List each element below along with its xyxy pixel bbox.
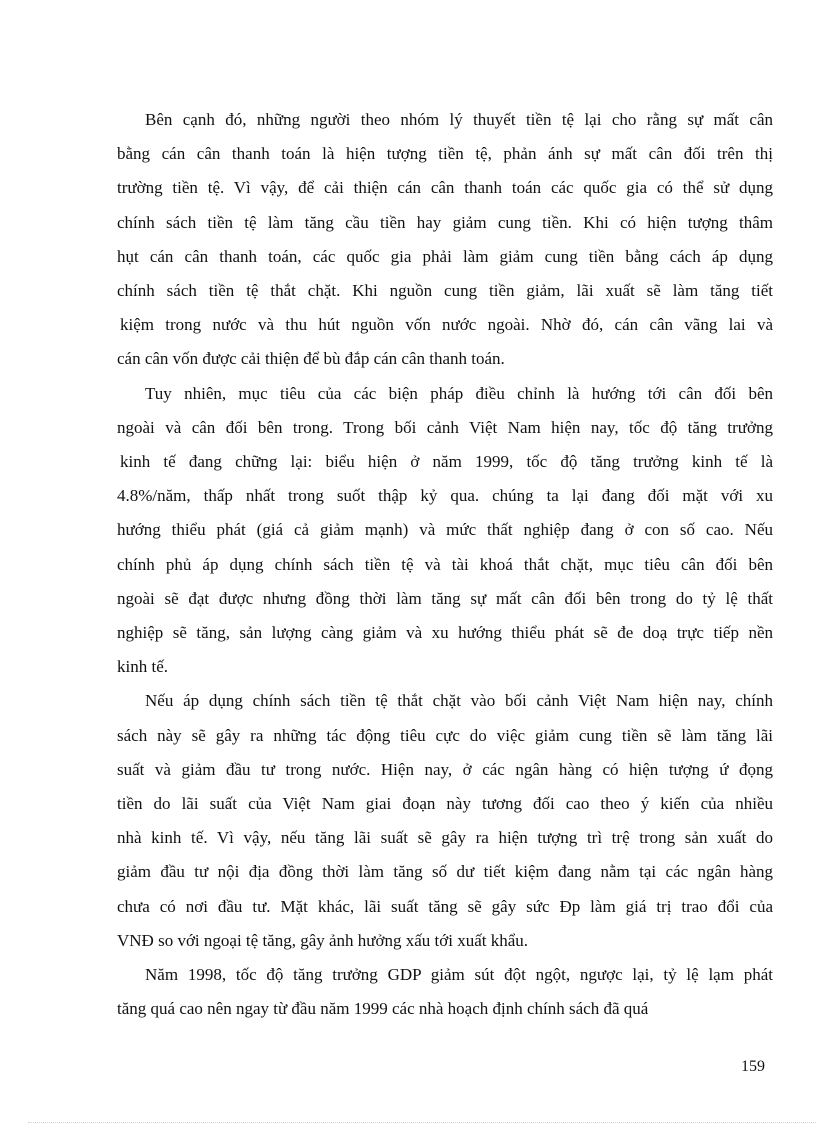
text-line: giảm đầu tư nội địa đồng thời làm tăng số dư tiết kiệm đang nằm tại các ngân hàng <box>117 862 773 882</box>
text-line: chính sách tiền tệ làm tăng cầu tiền hay giảm cung tiền. Khi có hiện tượng thâm <box>117 212 773 232</box>
text-line: nghiệp sẽ tăng, sản lượng càng giảm và xu hướng thiểu phát sẽ đe doạ trực tiếp nền <box>117 623 773 643</box>
text-line: Tuy nhiên, mục tiêu của các biện pháp điều chỉnh là hướng tới cân đối bên <box>145 383 773 403</box>
text-line: chính phủ áp dụng chính sách tiền tệ và tài khoá thắt chặt, mục tiêu cân đối bên <box>117 554 773 574</box>
text-line: hụt cán cân thanh toán, các quốc gia phải làm giảm cung tiền bằng cách áp dụng <box>117 246 773 266</box>
paragraph-3 <box>117 684 773 958</box>
text-line: Nếu áp dụng chính sách tiền tệ thắt chặt vào bối cảnh Việt Nam hiện nay, chính <box>145 691 773 711</box>
text-line: ngoài và cân đối bên trong. Trong bối cảnh Việt Nam hiện nay, tốc độ tăng trưởng <box>117 417 773 437</box>
text-line: hướng thiểu phát (giá cả giảm mạnh) và mức thất nghiệp đang ở con số cao. Nếu <box>117 520 773 540</box>
text-line: trường tiền tệ. Vì vậy, để cải thiện cán cân thanh toán các quốc gia có thể sử dụng <box>117 178 773 198</box>
page-number: 159 <box>741 1058 765 1075</box>
paragraph-1 <box>117 103 773 377</box>
paragraph-2 <box>117 377 773 685</box>
text-line: VNĐ so với ngoại tệ tăng, gây ảnh hưởng xấu tới xuất khẩu. <box>117 930 529 950</box>
text-line: nhà kinh tế. Vì vậy, nếu tăng lãi suất sẽ gây ra hiện tượng trì trệ trong sản xuất do <box>117 828 773 848</box>
text-line: tiền do lãi suất của Việt Nam giai đoạn này tương đối cao theo ý kiến của nhiều <box>117 794 773 814</box>
text-line: bằng cán cân thanh toán là hiện tượng tiền tệ, phản ánh sự mất cân đối trên thị <box>117 144 773 164</box>
text-line: Bên cạnh đó, những người theo nhóm lý thuyết tiền tệ lại cho rằng sự mất cân <box>145 110 773 129</box>
text-line: kinh tế. <box>117 657 168 677</box>
body-text <box>117 103 773 1026</box>
text-line: cán cân vốn được cải thiện để bù đắp cán cân thanh toán. <box>117 349 505 369</box>
text-line: chính sách tiền tệ thắt chặt. Khi nguồn cung tiền giảm, lãi xuất sẽ làm tăng tiết <box>117 281 773 301</box>
text-line: kinh tế đang chững lại: biểu hiện ở năm 1999, tốc độ tăng trưởng kinh tế là <box>120 452 773 472</box>
text-line: 4.8%/năm, thấp nhất trong suốt thập kỷ qua. chúng ta lại đang đối mặt với xu <box>117 486 773 506</box>
text-line: tăng quá cao nên ngay từ đầu năm 1999 các nhà hoạch định chính sách đã quá <box>117 999 649 1019</box>
paragraph-4 <box>117 958 773 1026</box>
text-line: chưa có nơi đầu tư. Mặt khác, lãi suất tăng sẽ gây sức Đp làm giá trị trao đổi của <box>117 896 773 916</box>
text-line: kiệm trong nước và thu hút nguồn vốn nước ngoài. Nhờ đó, cán cân vãng lai và <box>120 315 773 335</box>
text-line: suất và giảm đầu tư trong nước. Hiện nay, ở các ngân hàng có hiện tượng ứ đọng <box>117 759 773 779</box>
text-line: Năm 1998, tốc độ tăng trưởng GDP giảm sút đột ngột, ngược lại, tỷ lệ lạm phát <box>145 965 773 985</box>
text-line: ngoài sẽ đạt được nhưng đồng thời làm tăng sự mất cân đối bên trong do tỷ lệ thất <box>117 588 773 608</box>
text-line: sách này sẽ gây ra những tác động tiêu cực do việc giảm cung tiền sẽ làm tăng lãi <box>117 725 773 745</box>
